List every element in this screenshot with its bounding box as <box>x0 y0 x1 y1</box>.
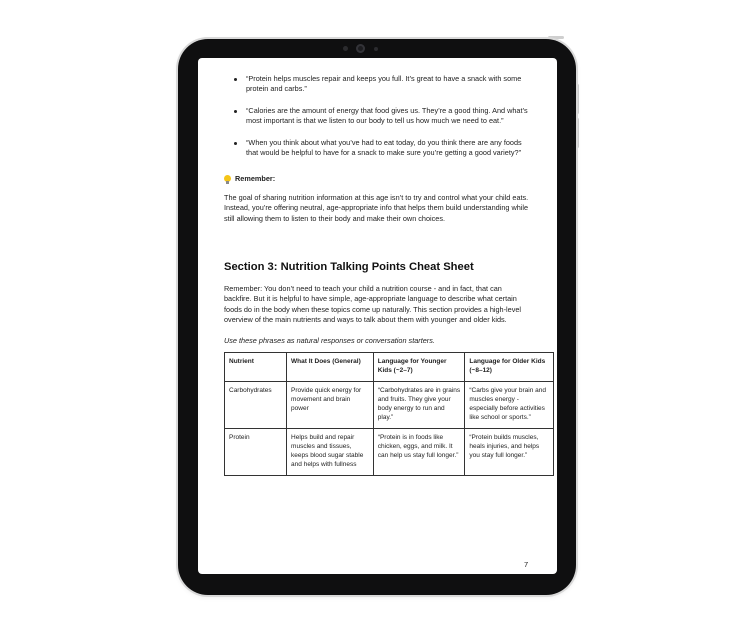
table-cell: “Protein builds muscles, heals injuries, and helps you stay full longer.” <box>465 429 554 476</box>
list-item: “Protein helps muscles repair and keeps you full. It’s great to have a snack with some protein and carbs.” <box>246 74 530 95</box>
table-cell: Helps build and repair muscles and tissues, keeps blood sugar stable and helps with fullness <box>287 429 374 476</box>
remember-paragraph: The goal of sharing nutrition information at this age isn’t to try and control what your child eats. Instead, you’re offering neutral, age-appropriate info that helps them build understanding while still allowing them to listen to their body and make their own choices. <box>224 192 529 223</box>
nutrition-table <box>224 352 554 476</box>
table-row <box>225 429 554 476</box>
table-row <box>225 382 554 429</box>
remember-heading-text: Remember: <box>235 174 276 184</box>
lightbulb-icon <box>224 175 231 184</box>
section-instruction: Use these phrases as natural responses or conversation starters. <box>224 335 435 345</box>
table-cell: Carbohydrates <box>225 382 287 429</box>
table-header-cell: Language for Younger Kids (~2–7) <box>373 353 465 382</box>
table-header-cell: What It Does (General) <box>287 353 374 382</box>
table-cell: Protein <box>225 429 287 476</box>
page-number: 7 <box>524 560 529 569</box>
list-item: “When you think about what you’ve had to eat today, do you think there are any foods that would be helpful to have for a snack to make sure you’re getting a good variety?” <box>246 138 530 159</box>
table-cell: “Protein is in foods like chicken, eggs, and milk. It can help us stay full longer.” <box>373 429 465 476</box>
section-paragraph: Remember: You don’t need to teach your child a nutrition course - and in fact, that can backfire. But it is helpful to have simple, age-appropriate language to describe what certain foods do in the body when these topics come up naturally. This section provides a high-level overview of the main nutrients and ways to talk about them with younger and older kids. <box>224 284 522 325</box>
sensor-dot <box>374 47 378 51</box>
section-title: Section 3: Nutrition Talking Points Cheat Sheet <box>224 261 474 274</box>
tablet-screen[interactable] <box>198 58 557 574</box>
remember-heading <box>224 174 530 184</box>
volume-up-button <box>576 84 579 114</box>
sensor-dot <box>343 46 348 51</box>
volume-down-button <box>576 118 579 148</box>
talking-points-list <box>224 74 530 158</box>
table-header-cell: Nutrient <box>225 353 287 382</box>
camera-icon <box>356 44 365 53</box>
table-cell: Provide quick energy for movement and brain power <box>287 382 374 429</box>
table-cell: “Carbs give your brain and muscles energy - especially before activities like school or sports.” <box>465 382 554 429</box>
list-item: “Calories are the amount of energy that food gives us. They’re a good thing. And what’s most important is that we listen to our body to tell us how much we need to eat.” <box>246 106 530 127</box>
table-header-cell: Language for Older Kids (~8–12) <box>465 353 554 382</box>
table-cell: “Carbohydrates are in grains and fruits. They give your body energy to run and play.” <box>373 382 465 429</box>
document-page <box>224 74 546 569</box>
table-header-row <box>225 353 554 382</box>
